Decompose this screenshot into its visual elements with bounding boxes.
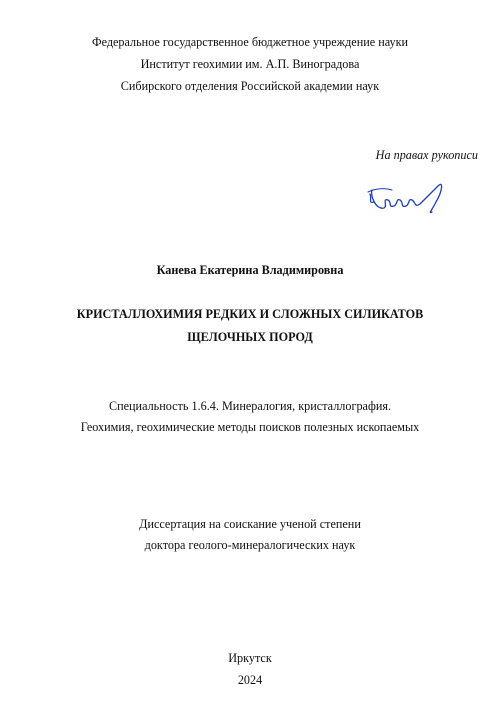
- institution-line-3: Сибирского отделения Российской академии наук: [120, 79, 380, 93]
- specialty-line-2: Геохимия, геохимические методы поисков полезных ископаемых: [80, 420, 420, 434]
- signature-image: [362, 170, 462, 220]
- year: 2024: [237, 673, 263, 687]
- institution-line-1: Федеральное государственное бюджетное учреждение науки: [91, 35, 409, 49]
- author-name: Канева Екатерина Владимировна: [156, 263, 344, 277]
- rights-note: На правах рукописи: [375, 148, 478, 162]
- institution-line-2: Институт геохимии им. А.П. Виноградова: [140, 57, 360, 71]
- degree-line-1: Диссертация на соискание ученой степени: [139, 517, 361, 531]
- dissertation-title-line-1: КРИСТАЛЛОХИМИЯ РЕДКИХ И СЛОЖНЫХ СИЛИКАТОВ: [76, 307, 424, 321]
- dissertation-title-line-2: ЩЕЛОЧНЫХ ПОРОД: [187, 330, 313, 344]
- degree-line-2: доктора геолого-минералогических наук: [144, 538, 356, 552]
- city: Иркутск: [228, 651, 272, 665]
- specialty-line-1: Специальность 1.6.4. Минералогия, кристаллография.: [108, 399, 392, 413]
